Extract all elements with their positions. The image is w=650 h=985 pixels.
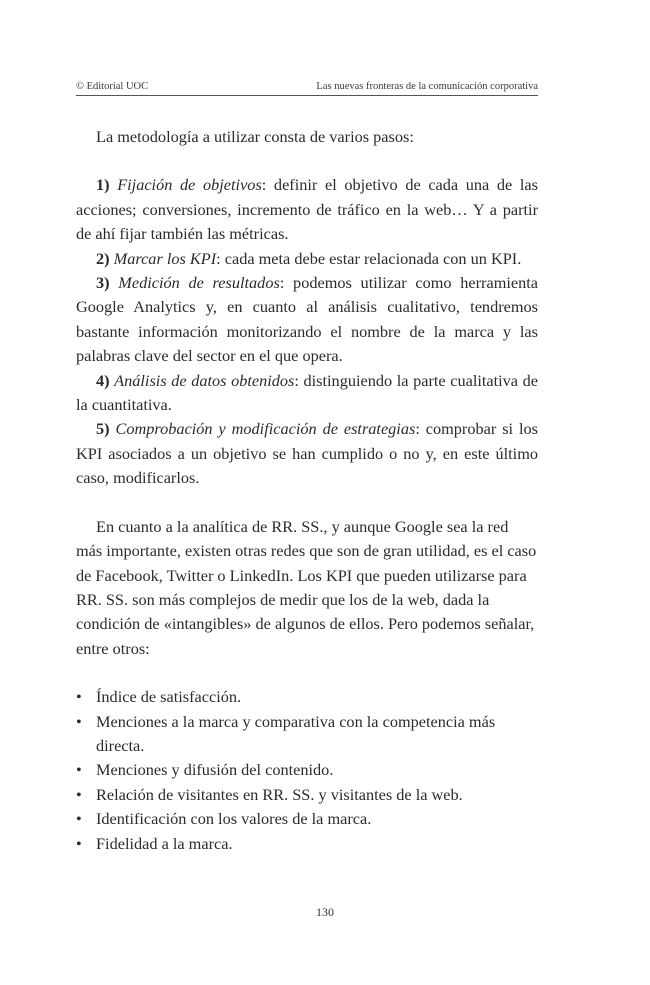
- step-title: Análisis de datos obtenidos: [114, 370, 295, 390]
- step-text: : cada meta debe estar relacionada con un KPI.: [216, 248, 522, 268]
- analytics-paragraph: En cuanto a la analítica de RR. SS., y aunque Google sea la red más importante, existen otras redes que son de gran utilidad, es el caso de Facebook, Twitter o LinkedIn. Los KPI que pueden utilizarse para RR. SS. son más complejos de medir que los de la web, dada la condición de «intangibles» de algunos de ellos. Pero podemos señalar, entre otros:: [76, 516, 537, 658]
- list-item: [76, 832, 538, 856]
- step-title: Fijación de objetivos: [117, 175, 262, 195]
- step-text: : comprobar si los KPI asociados a un objetivo se han cumplido o no y, en este último caso, modificarlos.: [76, 419, 538, 488]
- step-number: 1): [96, 175, 110, 195]
- step-title: Comprobación y modificación de estrategias: [115, 419, 416, 439]
- page-body: [76, 125, 538, 856]
- list-item-text: Relación de visitantes en RR. SS. y visitantes de la web.: [96, 784, 463, 804]
- bullet-icon: •: [76, 784, 82, 804]
- intro-paragraph: La metodología a utilizar consta de varios pasos:: [96, 127, 414, 146]
- step-title: Medición de resultados: [118, 273, 280, 293]
- page-number: 130: [316, 905, 334, 919]
- step-text: : podemos utilizar como herramienta Google Analytics y, en cuanto al análisis cualitativo, tendremos bastante información monitorizando el nombre de la marca y las palabras clave del sector en el que opera.: [76, 273, 538, 366]
- list-item-text: Menciones y difusión del contenido.: [96, 760, 334, 780]
- step-number: 5): [96, 419, 110, 439]
- list-item-text: Fidelidad a la marca.: [96, 833, 233, 853]
- list-item-text: Menciones a la marca y comparativa con la competencia más directa.: [96, 711, 496, 755]
- step-number: 4): [96, 370, 110, 390]
- list-item: [76, 783, 538, 807]
- step-number: 2): [96, 248, 110, 268]
- step-item: [76, 417, 538, 490]
- bullet-icon: •: [76, 833, 82, 853]
- step-text: : definir el objetivo de cada una de las acciones; conversiones, incremento de tráfico en la web… Y a partir de ahí fijar también las métricas.: [76, 175, 538, 244]
- list-item: [76, 685, 538, 709]
- list-item: [76, 758, 538, 782]
- list-item: [76, 710, 538, 759]
- running-header: [76, 81, 538, 96]
- step-item: [76, 369, 538, 418]
- bullet-icon: •: [76, 809, 82, 829]
- list-item: [76, 807, 538, 831]
- list-item-text: Índice de satisfacción.: [96, 687, 242, 707]
- header-publisher: © Editorial UOC: [76, 81, 149, 92]
- kpi-bullet-list: [76, 685, 538, 856]
- step-item: [76, 173, 538, 246]
- step-item: [76, 247, 538, 271]
- step-item: [76, 271, 538, 369]
- step-title: Marcar los KPI: [113, 248, 217, 268]
- bullet-icon: •: [76, 687, 82, 707]
- list-item-text: Identificación con los valores de la marca.: [96, 809, 372, 829]
- bullet-icon: •: [76, 711, 82, 731]
- step-number: 3): [96, 273, 110, 293]
- steps-list: [76, 173, 538, 490]
- step-text: : distinguiendo la parte cualitativa de la cuantitativa.: [76, 370, 538, 415]
- header-book-title: Las nuevas fronteras de la comunicación corporativa: [316, 81, 538, 92]
- bullet-icon: •: [76, 760, 82, 780]
